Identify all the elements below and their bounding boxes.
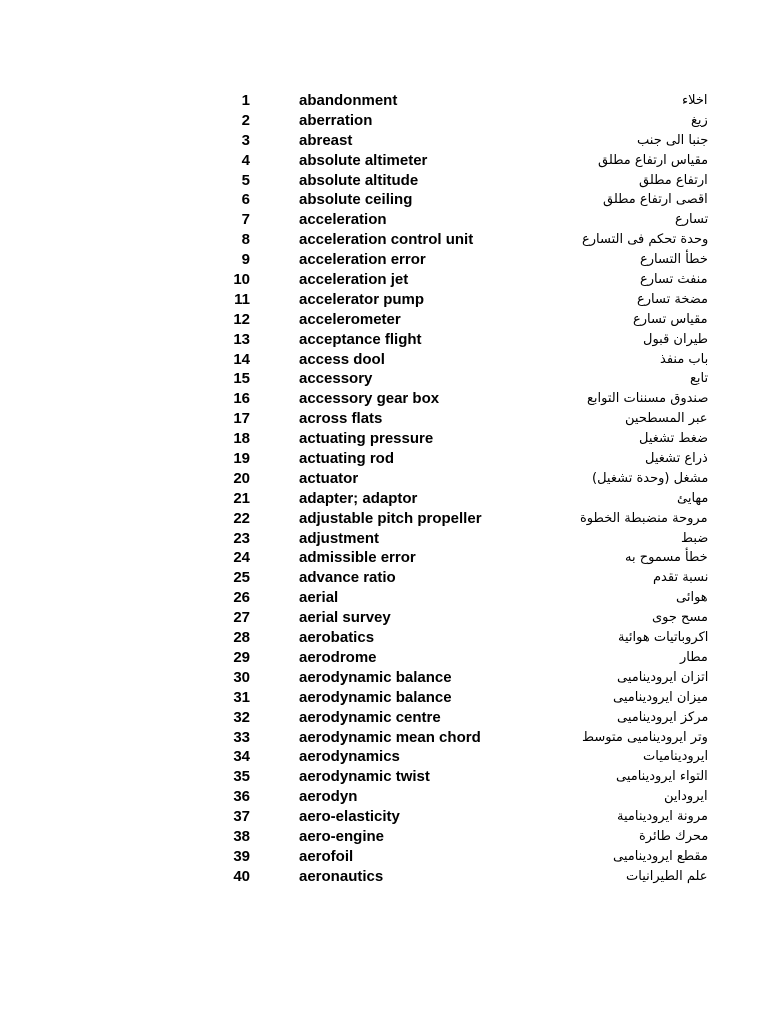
arabic-translation-cell bbox=[540, 568, 709, 588]
row-number: 38 bbox=[233, 827, 250, 845]
arabic-translation: التواء ايروديناميى bbox=[616, 769, 708, 785]
glossary-row bbox=[0, 449, 768, 469]
row-number: 37 bbox=[233, 808, 250, 826]
row-number: 1 bbox=[241, 92, 250, 109]
arabic-translation: مقطع ايروديناميى bbox=[613, 848, 708, 864]
arabic-translation: مقياس تسارع bbox=[633, 311, 708, 327]
arabic-translation-cell bbox=[540, 548, 708, 568]
row-number: 7 bbox=[241, 211, 250, 229]
english-term: advance ratio bbox=[299, 569, 396, 587]
english-term: adjustable pitch propeller bbox=[299, 509, 482, 527]
arabic-translation-cell bbox=[540, 728, 708, 748]
english-term: actuator bbox=[299, 469, 359, 487]
arabic-translation: خطأ التسارع bbox=[640, 252, 708, 268]
english-term: aerobatics bbox=[299, 629, 375, 647]
glossary-row bbox=[0, 91, 768, 111]
glossary-row bbox=[0, 827, 768, 847]
arabic-translation: ذراع تشغيل bbox=[645, 451, 708, 467]
english-term: acceptance flight bbox=[299, 330, 422, 348]
glossary-row bbox=[0, 608, 768, 628]
arabic-translation: منفث تسارع bbox=[640, 272, 708, 288]
row-number: 13 bbox=[233, 330, 250, 348]
glossary-row bbox=[0, 131, 768, 151]
glossary-row bbox=[0, 787, 768, 807]
english-term: aerodynamic balance bbox=[299, 668, 452, 686]
arabic-translation: ايروديناميات bbox=[643, 749, 709, 765]
english-term: acceleration bbox=[299, 211, 387, 229]
glossary-table bbox=[0, 91, 768, 887]
glossary-row bbox=[0, 867, 768, 887]
arabic-translation-cell bbox=[540, 668, 709, 688]
glossary-row bbox=[0, 190, 768, 210]
row-number: 14 bbox=[233, 350, 250, 368]
english-term: abreast bbox=[299, 131, 353, 149]
glossary-row bbox=[0, 767, 768, 787]
glossary-row bbox=[0, 409, 768, 429]
arabic-translation-cell bbox=[540, 330, 709, 350]
english-term: accelerometer bbox=[299, 310, 401, 328]
english-term: aerofoil bbox=[299, 847, 354, 865]
arabic-translation: جنبا الى جنب bbox=[637, 132, 709, 148]
arabic-translation: مركز ايروديناميى bbox=[617, 709, 709, 725]
arabic-translation-cell bbox=[540, 131, 709, 151]
english-term: adjustment bbox=[299, 529, 380, 547]
english-term: acceleration jet bbox=[299, 271, 409, 289]
glossary-row bbox=[0, 210, 768, 230]
glossary-row bbox=[0, 350, 768, 370]
glossary-row bbox=[0, 847, 768, 867]
arabic-translation-cell bbox=[540, 628, 709, 648]
row-number: 29 bbox=[233, 648, 250, 666]
arabic-translation: مقياس ارتفاع مطلق bbox=[598, 152, 709, 168]
glossary-row bbox=[0, 588, 768, 608]
arabic-translation: مضخة تسارع bbox=[637, 291, 708, 307]
arabic-translation-cell bbox=[540, 250, 708, 270]
row-number: 30 bbox=[233, 668, 250, 686]
arabic-translation-cell bbox=[540, 190, 708, 210]
row-number: 21 bbox=[233, 489, 250, 507]
row-number: 23 bbox=[233, 529, 250, 547]
arabic-translation-cell bbox=[540, 787, 708, 807]
arabic-translation-cell bbox=[540, 369, 709, 389]
arabic-translation: ايروداين bbox=[664, 789, 708, 805]
arabic-translation: نسبة تقدم bbox=[653, 570, 709, 586]
glossary-row bbox=[0, 509, 768, 529]
arabic-translation: زيغ bbox=[691, 112, 708, 128]
glossary-row bbox=[0, 668, 768, 688]
arabic-translation: مطار bbox=[680, 649, 708, 665]
english-term: aero-engine bbox=[299, 827, 385, 845]
row-number: 20 bbox=[233, 469, 250, 487]
english-term: admissible error bbox=[299, 549, 416, 567]
arabic-translation-cell bbox=[540, 867, 708, 887]
english-term: aeronautics bbox=[299, 867, 384, 885]
row-number: 22 bbox=[233, 509, 250, 527]
glossary-row bbox=[0, 807, 768, 827]
arabic-translation-cell bbox=[540, 409, 708, 429]
english-term: accessory bbox=[299, 370, 373, 388]
english-term: absolute altitude bbox=[299, 171, 419, 189]
row-number: 24 bbox=[233, 549, 250, 567]
english-term: aerodynamic twist bbox=[299, 768, 430, 786]
glossary-row bbox=[0, 310, 768, 330]
glossary-row bbox=[0, 429, 768, 449]
row-number: 3 bbox=[241, 131, 250, 149]
arabic-translation: علم الطيرانيات bbox=[626, 868, 708, 884]
row-number: 28 bbox=[233, 629, 250, 647]
arabic-translation-cell bbox=[540, 290, 708, 310]
arabic-translation-cell bbox=[540, 210, 709, 230]
row-number: 40 bbox=[233, 867, 250, 885]
arabic-translation: ضبط bbox=[681, 530, 709, 546]
row-number: 31 bbox=[233, 688, 250, 706]
english-term: adapter; adaptor bbox=[299, 489, 418, 507]
row-number: 27 bbox=[233, 609, 250, 627]
english-term: aerodyn bbox=[299, 788, 358, 806]
arabic-translation: اتزان ايروديناميى bbox=[617, 669, 709, 685]
arabic-translation: طيران قبول bbox=[643, 331, 709, 347]
glossary-row bbox=[0, 728, 768, 748]
arabic-translation: مروحة منضبطة الخطوة bbox=[580, 510, 708, 526]
english-term: acceleration error bbox=[299, 251, 426, 269]
row-number: 18 bbox=[233, 430, 250, 448]
row-number: 4 bbox=[241, 151, 250, 169]
glossary-row bbox=[0, 230, 768, 250]
row-number: 11 bbox=[234, 290, 250, 308]
arabic-translation-cell bbox=[540, 747, 709, 767]
row-number: 6 bbox=[241, 191, 250, 209]
arabic-translation: اخلاء bbox=[682, 93, 708, 108]
english-term: aerodrome bbox=[299, 648, 377, 666]
arabic-translation: خطأ مسموح به bbox=[625, 550, 708, 566]
english-term: actuating pressure bbox=[299, 430, 434, 448]
row-number: 10 bbox=[233, 271, 250, 289]
row-number: 2 bbox=[241, 111, 250, 129]
english-term: accelerator pump bbox=[299, 290, 425, 308]
english-term: accessory gear box bbox=[299, 390, 440, 408]
english-term: absolute altimeter bbox=[299, 151, 428, 169]
arabic-translation: وتر ايروديناميى متوسط bbox=[582, 729, 708, 745]
row-number: 5 bbox=[241, 171, 250, 189]
arabic-translation-cell bbox=[540, 270, 708, 290]
arabic-translation-cell bbox=[540, 827, 709, 847]
glossary-row bbox=[0, 747, 768, 767]
row-number: 39 bbox=[233, 847, 250, 865]
glossary-row bbox=[0, 648, 768, 668]
row-number: 34 bbox=[233, 748, 250, 766]
arabic-translation-cell bbox=[540, 688, 709, 708]
row-number: 17 bbox=[233, 410, 250, 428]
glossary-row bbox=[0, 489, 768, 509]
english-term: aerial bbox=[299, 589, 339, 607]
row-number: 32 bbox=[233, 708, 250, 726]
arabic-translation: صندوق مسننات التوابع bbox=[587, 391, 709, 407]
arabic-translation-cell bbox=[540, 588, 708, 608]
glossary-row bbox=[0, 111, 768, 131]
arabic-translation: ضغط تشغيل bbox=[639, 431, 709, 447]
row-number: 16 bbox=[233, 390, 250, 408]
arabic-translation-cell bbox=[540, 111, 708, 131]
arabic-translation: تابع bbox=[690, 371, 709, 387]
arabic-translation-cell bbox=[540, 648, 708, 668]
arabic-translation: وحدة تحكم فى التسارع bbox=[582, 232, 709, 248]
english-term: aerodynamic centre bbox=[299, 708, 441, 726]
arabic-translation: مسح جوى bbox=[652, 610, 709, 626]
arabic-translation-cell bbox=[540, 469, 709, 489]
arabic-translation-cell bbox=[540, 151, 709, 171]
arabic-translation: مرونة ايرودينامية bbox=[617, 809, 708, 825]
arabic-translation: اكروباتيات هوائية bbox=[618, 630, 709, 646]
glossary-row bbox=[0, 171, 768, 191]
arabic-translation-cell bbox=[540, 529, 709, 549]
arabic-translation: ميزان ايروديناميى bbox=[613, 689, 709, 705]
arabic-translation: هوائى bbox=[676, 590, 708, 606]
glossary-row bbox=[0, 628, 768, 648]
row-number: 26 bbox=[233, 589, 250, 607]
arabic-translation-cell bbox=[540, 847, 708, 867]
arabic-translation: تسارع bbox=[675, 212, 709, 228]
glossary-row bbox=[0, 529, 768, 549]
row-number: 33 bbox=[233, 728, 250, 746]
glossary-row bbox=[0, 708, 768, 728]
glossary-row bbox=[0, 290, 768, 310]
glossary-row bbox=[0, 369, 768, 389]
glossary-row bbox=[0, 330, 768, 350]
english-term: absolute ceiling bbox=[299, 191, 413, 209]
english-term: aero-elasticity bbox=[299, 808, 400, 826]
arabic-translation: اقصى ارتفاع مطلق bbox=[603, 192, 708, 208]
row-number: 35 bbox=[233, 768, 250, 786]
arabic-translation: مشغل (وحدة تشغيل) bbox=[592, 470, 709, 486]
arabic-translation-cell bbox=[540, 608, 709, 628]
row-number: 8 bbox=[241, 231, 250, 249]
english-term: abandonment bbox=[299, 92, 398, 109]
arabic-translation: محرك طائرة bbox=[639, 828, 709, 844]
glossary-row bbox=[0, 151, 768, 171]
arabic-translation-cell bbox=[540, 807, 708, 827]
english-term: aerodynamic balance bbox=[299, 688, 452, 706]
arabic-translation-cell bbox=[540, 171, 708, 191]
glossary-row bbox=[0, 548, 768, 568]
glossary-row bbox=[0, 389, 768, 409]
glossary-row bbox=[0, 250, 768, 270]
arabic-translation-cell bbox=[540, 350, 709, 370]
arabic-translation-cell bbox=[540, 91, 708, 111]
arabic-translation-cell bbox=[540, 230, 709, 250]
arabic-translation-cell bbox=[540, 310, 708, 330]
glossary-row bbox=[0, 270, 768, 290]
arabic-translation-cell bbox=[540, 708, 709, 728]
arabic-translation-cell bbox=[540, 389, 709, 409]
arabic-translation-cell bbox=[540, 509, 708, 529]
english-term: aerodynamic mean chord bbox=[299, 728, 481, 746]
glossary-row bbox=[0, 568, 768, 588]
arabic-translation-cell bbox=[540, 449, 708, 469]
english-term: access dool bbox=[299, 350, 385, 368]
english-term: actuating rod bbox=[299, 450, 395, 468]
arabic-translation: باب منفذ bbox=[660, 351, 709, 367]
glossary-row bbox=[0, 469, 768, 489]
english-term: acceleration control unit bbox=[299, 231, 474, 249]
english-term: aerodynamics bbox=[299, 748, 400, 766]
english-term: aberration bbox=[299, 111, 373, 129]
row-number: 19 bbox=[233, 450, 250, 468]
row-number: 36 bbox=[233, 788, 250, 806]
row-number: 25 bbox=[233, 569, 250, 587]
glossary-row bbox=[0, 688, 768, 708]
row-number: 12 bbox=[233, 310, 250, 328]
arabic-translation: عبر المسطحين bbox=[625, 411, 708, 427]
arabic-translation: مهايئ bbox=[677, 490, 709, 506]
english-term: aerial survey bbox=[299, 609, 391, 627]
row-number: 15 bbox=[233, 370, 250, 388]
english-term: across flats bbox=[299, 410, 383, 428]
arabic-translation-cell bbox=[540, 767, 708, 787]
row-number: 9 bbox=[241, 251, 250, 269]
arabic-translation: ارتفاع مطلق bbox=[639, 172, 708, 188]
arabic-translation-cell bbox=[540, 489, 709, 509]
arabic-translation-cell bbox=[540, 429, 709, 449]
